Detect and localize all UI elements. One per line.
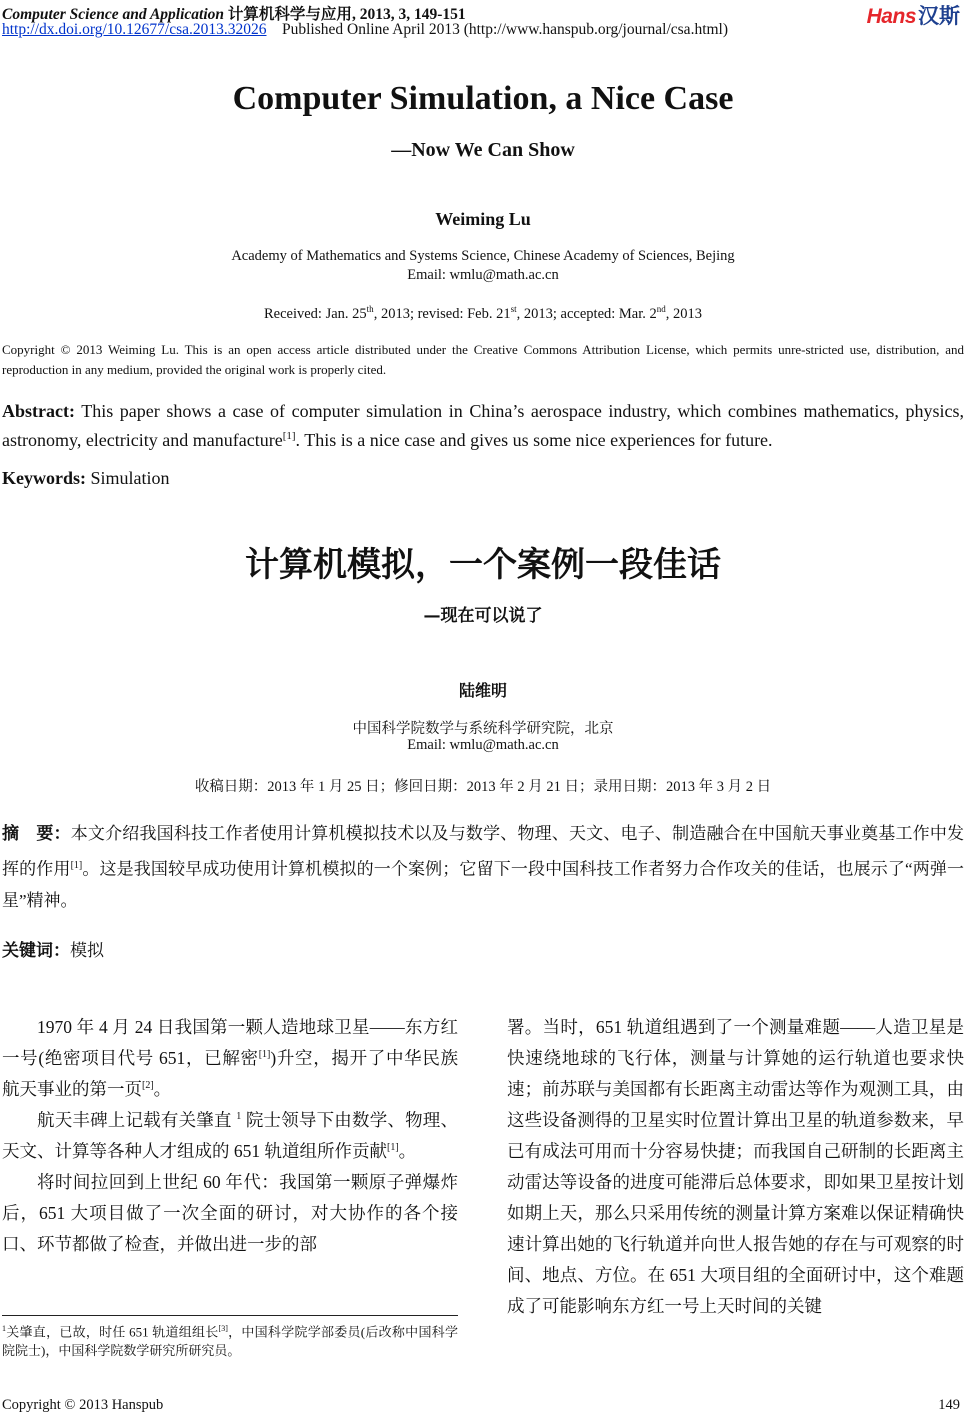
abstract-cn	[2, 818, 964, 916]
abstract-text: . This is a nice case and gives us some nice experiences for future.	[295, 430, 773, 450]
received-dates-cn: 收稿日期：2013 年 1 月 25 日；修回日期：2013 年 2 月 21 日；录用日期：2013 年 3 月 2 日	[194, 779, 772, 795]
logo-text-cn: 汉斯	[918, 5, 960, 28]
ordinal-suffix: st	[510, 304, 517, 314]
published-online: Published Online April 2013 (http://www.hanspub.org/journal/csa.html)	[282, 21, 729, 38]
paragraph: 将时间拉回到上世纪 60 年代：我国第一颗原子弹爆炸后，651 大项目做了一次全面的研讨，对大协作的各个接口、环节都做了检查，并做出进一步的部	[2, 1172, 458, 1254]
paragraph-text: 。	[153, 1079, 172, 1099]
year-text: , 2013	[665, 305, 703, 322]
affiliation-en: Academy of Mathematics and Systems Science, Chinese Academy of Sciences, Bejing	[231, 248, 735, 264]
abstract-label: Abstract:	[2, 401, 75, 421]
citation-ref: [2]	[142, 1080, 154, 1092]
citation-ref: [1]	[258, 1049, 271, 1061]
keywords-label-cn: 关键词：	[2, 941, 70, 961]
paragraph	[2, 1105, 458, 1167]
paragraph-text: )升空，揭开了中华民族航天事业的第一页	[2, 1048, 459, 1099]
footnote-divider	[2, 1315, 458, 1316]
affiliation-cn: 中国科学院数学与系统科学研究院，北京	[352, 721, 614, 737]
footnote	[2, 1319, 458, 1360]
paper-subtitle-cn: —现在可以说了	[423, 606, 543, 626]
license-notice: Copyright © 2013 Weiming Lu. This is an open access article distributed under the Creative Commons Attribution License, which permits unre-stricted use, distribution, and reproduction in any medium, provided the original work is properly cited.	[2, 342, 964, 377]
citation-ref: [1]	[387, 1142, 399, 1154]
received-text: Received: Jan. 25	[263, 305, 367, 322]
email-cn: Email: wmlu@math.ac.cn	[407, 737, 559, 753]
citation-ref: [3]	[218, 1324, 228, 1333]
revised-text: , 2013; revised: Feb. 21	[373, 305, 511, 322]
abstract-label-cn: 摘 要：	[2, 824, 71, 844]
paragraph-text: 。	[398, 1141, 417, 1161]
journal-name-en: Computer Science and Application	[2, 6, 225, 23]
keywords-cn	[2, 936, 104, 961]
publication-line	[2, 21, 728, 39]
keywords-en	[2, 468, 170, 489]
paragraph-text: 院士领导下由数学、物理、天文、计算等各种人才组成的 651 轨道组所作贡献	[2, 1110, 458, 1161]
body-column-right	[507, 1012, 964, 1322]
keywords-label: Keywords:	[2, 468, 86, 488]
keywords-value-cn: 模拟	[70, 941, 104, 960]
abstract-text-cn: 。这是我国较早成功使用计算机模拟的一个案例；它留下一段中国科技工作者努力合作攻关的佳话，也展示了“两弹一星”精神。	[2, 859, 965, 910]
page-number: 149	[938, 1397, 960, 1413]
ordinal-suffix: th	[366, 304, 374, 314]
paragraph-text: 1970 年 4 月 24 日我国第一颗人造地球卫星——东方红一号(绝密项目代号 651，已解密	[2, 1017, 458, 1068]
ordinal-suffix: nd	[656, 304, 666, 314]
journal-name-cn: 计算机科学与应用	[227, 6, 352, 23]
hans-logo	[867, 0, 960, 30]
abstract-text-cn: 本文介绍我国科技工作者使用计算机模拟技术以及与数学、物理、天文、电子、制造融合在中国航天事业奠基工作中发挥的作用	[2, 824, 965, 879]
author-cn: 陆维明	[458, 681, 507, 700]
paragraph	[2, 1012, 458, 1105]
footnote-marker: 1	[2, 1324, 6, 1333]
footnote-text: ，中国科学院学部委员(后改称中国科学院院士)，中国科学院数学研究所研究员。	[2, 1324, 458, 1359]
citation-ref: [1]	[282, 430, 296, 442]
footer-copyright: Copyright © 2013 Hanspub	[2, 1397, 164, 1413]
journal-citation: , 2013, 3, 149-151	[351, 6, 466, 23]
citation-ref: [1]	[70, 860, 83, 871]
doi-link[interactable]: http://dx.doi.org/10.12677/csa.2013.32026	[2, 21, 267, 38]
paragraph: 署。当时，651 轨道组遇到了一个测量难题——人造卫星是快速绕地球的飞行体，测量与计算她的运行轨道也要求快速；前苏联与美国都有长距离主动雷达等作为观测工具，由这些设备测得的卫星实时位置计算出卫星的轨道参数来，早已有成法可用而十分容易快捷；而我国自己研制的长距离主动雷达等设备的进度可能滞后总体要求，即如果卫星按计划如期上天，那么只采用传统的测量计算方案难以保证精确快速计算出她的飞行轨道并向世人报告她的存在与可观察的时间、地点、方位。在 651 大项目组的全面研讨中，这个难题成了可能影响东方红一号上天时间的关键	[507, 1017, 964, 1316]
body-column-left	[2, 1012, 458, 1260]
logo-text-en: Hans	[866, 5, 916, 28]
paragraph-text: 航天丰碑上记载有关肇直	[37, 1110, 237, 1130]
email-en: Email: wmlu@math.ac.cn	[407, 267, 559, 283]
abstract-text: This paper shows a case of computer simulation in China’s aerospace industry, which combines mathematics, physics, astronomy, electricity and manufacture	[2, 401, 964, 450]
keywords-value: Simulation	[86, 468, 170, 488]
paper-title-en: Computer Simulation, a Nice Case	[232, 80, 734, 117]
footnote-marker: 1	[236, 1111, 242, 1123]
paper-subtitle-en: —Now We Can Show	[391, 139, 575, 161]
paper-title-cn: 计算机模拟，一个案例一段佳话	[245, 545, 721, 585]
author-en: Weiming Lu	[435, 209, 531, 229]
received-dates-en	[0, 304, 966, 323]
abstract-en	[2, 399, 964, 453]
accepted-text: , 2013; accepted: Mar. 2	[516, 305, 657, 322]
footnote-text: 关肇直，已故，时任 651 轨道组组长	[6, 1324, 219, 1340]
